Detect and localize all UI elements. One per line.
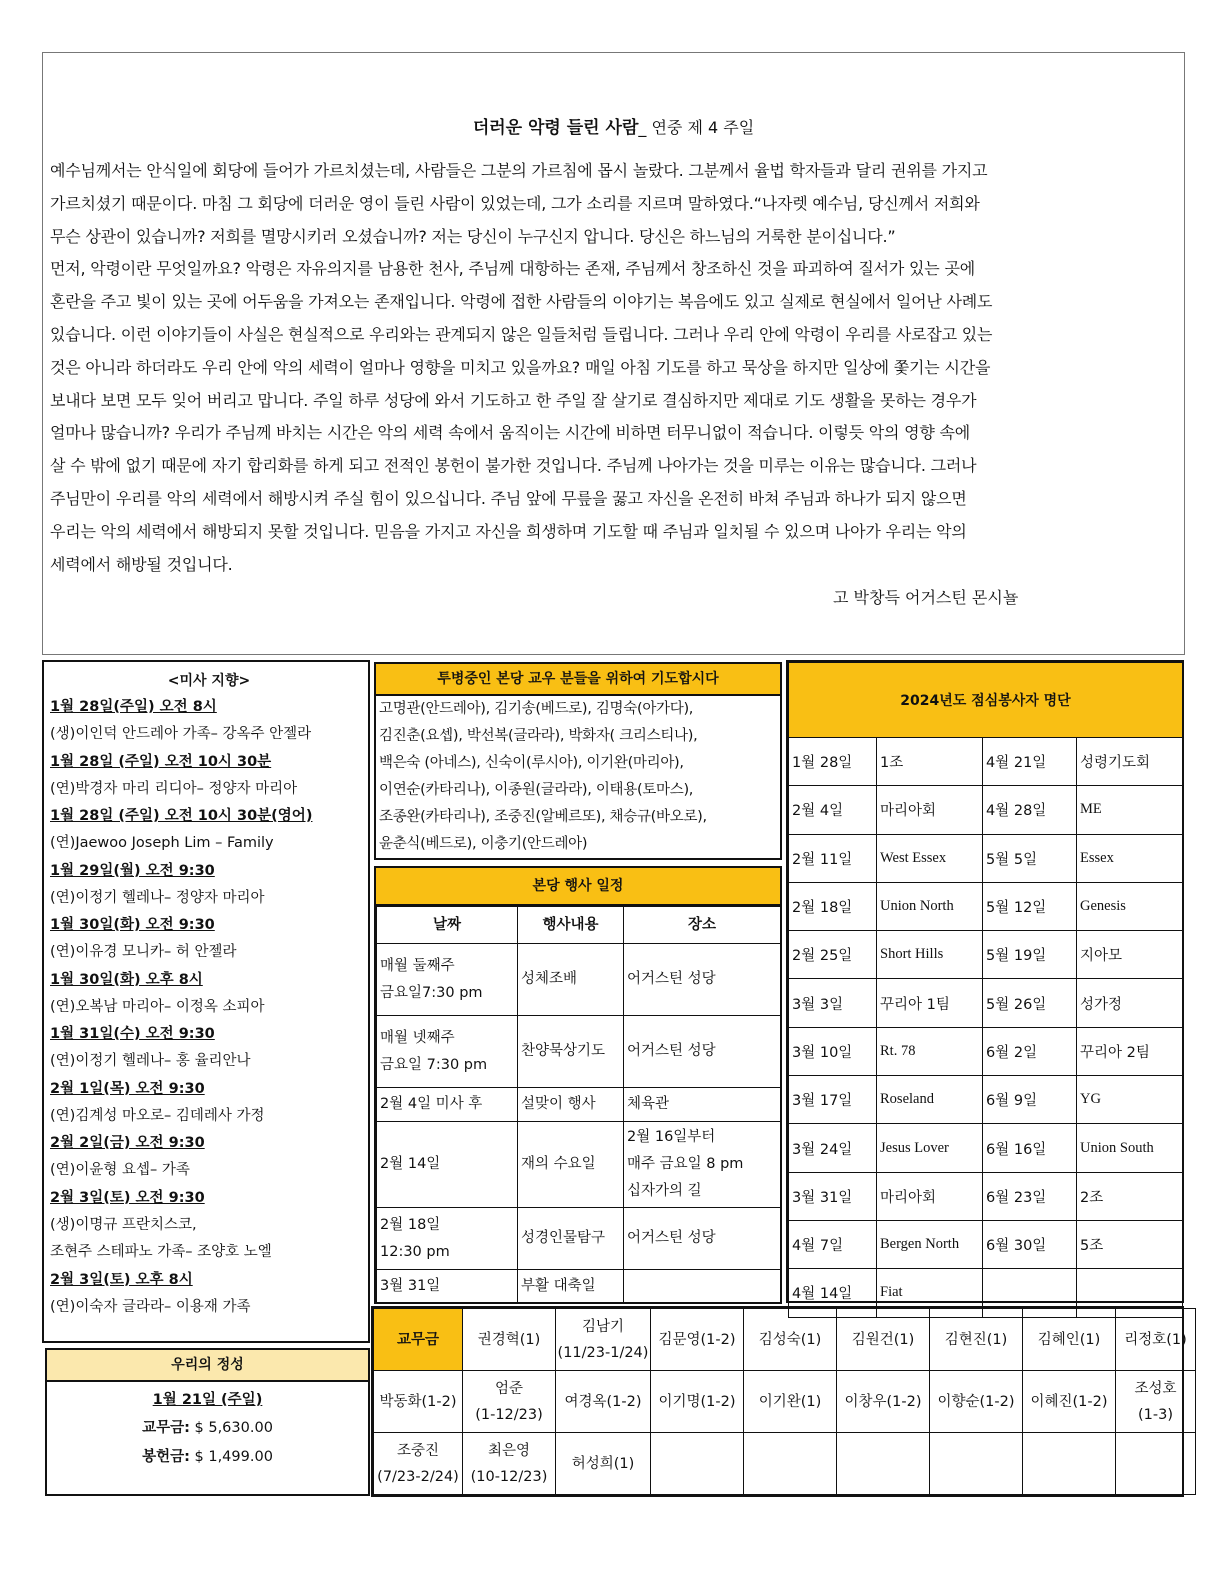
events-row: [377, 1016, 781, 1088]
lunch-date: 6월 23일: [983, 1172, 1077, 1220]
event-place: [624, 1088, 781, 1122]
lunch-group: 5조: [1077, 1220, 1183, 1268]
lunch-date: 4월 14일: [789, 1269, 877, 1317]
mass-item: [50, 912, 368, 967]
tuition-cell: 이기완(1): [744, 1371, 837, 1433]
tuition-cell: [1116, 1371, 1196, 1433]
mass-date: 2월 3일(토) 오전 9:30: [50, 1189, 205, 1206]
prayer-box: [374, 662, 782, 860]
lunch-group: YG: [1077, 1076, 1183, 1124]
mass-intention: (연)Jaewoo Joseph Lim – Family: [50, 835, 274, 851]
cell-line: 어거스틴 성당: [627, 1230, 716, 1246]
cell-line: 2월 14일: [380, 1156, 441, 1172]
lunch-date: 3월 10일: [789, 1027, 877, 1075]
cell-line: 2월 16일부터: [627, 1129, 716, 1145]
mass-item: [50, 1076, 368, 1131]
mass-item: [50, 749, 368, 804]
lunch-group: Fiat: [877, 1269, 983, 1317]
lunch-date: 2월 11일: [789, 834, 877, 882]
tuition-cell-line: 최은영: [487, 1442, 531, 1459]
prayer-name-line: 김진춘(요셉), 박선복(글라라), 박화자( 크리스티나),: [379, 728, 698, 744]
tuition-cell: [837, 1433, 930, 1495]
lunch-group: Roseland: [877, 1076, 983, 1124]
prayer-name-line: 백은숙 (아네스), 신숙이(루시아), 이기완(마리아),: [379, 755, 684, 771]
lunch-group: Bergen North: [877, 1220, 983, 1268]
reflection-title: 더러운 악령 들린 사람: [472, 118, 639, 138]
lunch-row: [789, 931, 1183, 979]
mass-date: 1월 30일(화) 오전 9:30: [50, 917, 215, 933]
tuition-cell: [651, 1433, 744, 1495]
reflection-box: [42, 52, 1185, 655]
tuition-row: [374, 1433, 1196, 1495]
offering-offertory: 봉헌금: $ 1,499.00: [142, 1449, 273, 1465]
tuition-cell: 권경혁(1): [463, 1309, 556, 1371]
lunch-date: 6월 9일: [983, 1076, 1077, 1124]
offering-date: 1월 21일 (주일): [152, 1392, 263, 1408]
tuition-table: [373, 1308, 1196, 1495]
mass-item: [50, 1130, 368, 1185]
mass-date: 1월 28일 (주일) 오전 10시 30분(영어): [50, 808, 313, 824]
reflection-title-line: [43, 113, 1184, 138]
tuition-cell-line: (1-12/23): [475, 1406, 543, 1423]
tuition-cell: 이창우(1-2): [837, 1371, 930, 1433]
tuition-cell: 이향순(1-2): [930, 1371, 1023, 1433]
tuition-cell: 이혜진(1-2): [1023, 1371, 1116, 1433]
lunch-group: West Essex: [877, 834, 983, 882]
events-row: [377, 1122, 781, 1208]
tuition-cell-line: (1-3): [1138, 1406, 1173, 1423]
event-name: 재의 수요일: [518, 1122, 624, 1208]
tuition-label: 교무금: [374, 1309, 463, 1371]
reflection-line: 살 수 밖에 없기 때문에 자기 합리화를 하게 되고 전적인 봉헌이 불가한 것입니다. 주님께 나아가는 것을 미루는 이유는 많습니다. 그러나: [50, 456, 977, 476]
events-col-date: 날짜: [377, 907, 518, 944]
tuition-box: [371, 1306, 1187, 1497]
lunch-group: 마리아회: [877, 1172, 983, 1220]
event-name: 찬양묵상기도: [518, 1016, 624, 1088]
tuition-cell: 박동화(1-2): [374, 1371, 463, 1433]
tuition-cell: 이기명(1-2): [651, 1371, 744, 1433]
lunch-group: Genesis: [1077, 882, 1183, 930]
lunch-group: 마리아회: [877, 786, 983, 834]
lunch-group: ME: [1077, 786, 1183, 834]
lunch-date: 5월 26일: [983, 979, 1077, 1027]
lunch-group: Essex: [1077, 834, 1183, 882]
mass-date: 1월 28일 (주일) 오전 10시 30분: [50, 753, 272, 770]
lunch-row: [789, 834, 1183, 882]
reflection-line: 것은 아니라 하더라도 우리 안에 악의 세력이 얼마나 영향을 미치고 있을까요? 매일 아침 기도를 하고 묵상을 하지만 일상에 쫓기는 시간을: [50, 357, 991, 377]
lunch-date: 6월 16일: [983, 1124, 1077, 1172]
mass-date: 2월 1일(목) 오전 9:30: [50, 1080, 205, 1097]
lunch-date: 4월 21일: [983, 738, 1077, 786]
mass-item: [50, 694, 368, 749]
lunch-row: [789, 1027, 1183, 1075]
tuition-cell-line: 엄준: [494, 1380, 523, 1397]
tuition-cell-line: (11/23-1/24): [557, 1344, 649, 1361]
mass-intention: (연)오복남 마리아– 이정옥 소피아: [50, 998, 265, 1015]
lunch-date: 3월 31일: [789, 1172, 877, 1220]
events-row: [377, 1088, 781, 1122]
lunch-group: 1조: [877, 738, 983, 786]
tuition-cell: 리정호(1): [1116, 1309, 1196, 1371]
reflection-subtitle: _ 연중 제 4 주일: [638, 118, 755, 137]
reflection-line: 먼저, 악령이란 무엇일까요? 악령은 자유의지를 남용한 천사, 주님께 대항하는 존재, 주님께서 창조하신 것을 파괴하여 질서가 있는 곳에: [50, 259, 975, 279]
mass-date: 2월 2일(금) 오전 9:30: [50, 1135, 205, 1151]
tuition-cell: 김성숙(1): [744, 1309, 837, 1371]
lunch-row: [789, 738, 1183, 786]
tuition-row: [374, 1371, 1196, 1433]
lunch-date: 5월 12일: [983, 882, 1077, 930]
lunch-group: 지아모: [1077, 931, 1183, 979]
lunch-heading: 2024년도 점심봉사자 명단: [789, 663, 1183, 738]
prayer-heading: 투병중인 본당 교우 분들을 위하여 기도합시다: [376, 664, 780, 696]
mass-intention: (연)이정기 헬레나– 정양자 마리아: [50, 889, 265, 906]
tuition-cell-line: 조중진: [396, 1442, 440, 1459]
mass-date: 1월 30일(화) 오후 8시: [50, 971, 203, 988]
lunch-date: 3월 24일: [789, 1124, 877, 1172]
cell-line: 체육관: [627, 1096, 670, 1112]
reflection-line: 얼마나 많습니까? 우리가 주님께 바치는 시간은 악의 세력 속에서 움직이는 시간에 비하면 터무니없이 적습니다. 이렇듯 악의 영향 속에: [50, 423, 971, 443]
mass-item: [50, 967, 368, 1022]
mass-item: [50, 1267, 368, 1322]
prayer-list: [376, 696, 780, 858]
reflection-line: 우리는 악의 세력에서 해방되지 못할 것입니다. 믿음을 가지고 자신을 희생하며 기도할 때 주님과 일치될 수 있으며 나아가 우리는 악의: [50, 521, 967, 541]
tuition-cell-line: 김남기: [581, 1318, 625, 1335]
lunch-group: 꾸리아 1팀: [877, 979, 983, 1027]
cell-line: 2월 4일 미사 후: [380, 1096, 483, 1112]
event-date: [377, 1208, 518, 1270]
tuition-cell: [556, 1309, 651, 1371]
event-place: [624, 1270, 781, 1304]
mass-intention: (연)이유경 모니카– 허 안젤라: [50, 944, 237, 960]
lunch-group: Jesus Lover: [877, 1124, 983, 1172]
cell-line: 금요일7:30 pm: [380, 984, 483, 1001]
cell-line: 어거스틴 성당: [627, 1043, 716, 1059]
prayer-name-line: 조종완(카타리나), 조중진(알베르또), 채승규(바오로),: [379, 809, 707, 825]
mass-intention: (생)이명규 프란치스코,: [50, 1216, 197, 1233]
events-row: [377, 1270, 781, 1304]
lunch-group: Union South: [1077, 1124, 1183, 1172]
prayer-name-line: 이연순(카타리나), 이종원(글라라), 이태용(토마스),: [379, 782, 694, 798]
reflection-line: 있습니다. 이런 이야기들이 사실은 현실적으로 우리와는 관계되지 않은 일들처럼 들립니다. 그러나 우리 안에 악령이 우리를 사로잡고 있는: [50, 324, 993, 344]
event-name: 성체조배: [518, 944, 624, 1016]
events-table: [376, 906, 781, 1304]
cell-line: 어거스틴 성당: [627, 971, 716, 987]
lunch-date: 2월 18일: [789, 882, 877, 930]
events-col-event: 행사내용: [518, 907, 624, 944]
mass-intention: (연)이정기 헬레나– 홍 율리안나: [50, 1053, 251, 1069]
tuition-cell-line: (7/23-2/24): [377, 1468, 459, 1485]
lunch-group: 꾸리아 2팀: [1077, 1027, 1183, 1075]
event-place: [624, 1016, 781, 1088]
cell-line: 매월 둘째주: [380, 957, 455, 974]
mass-item: [50, 1021, 368, 1076]
event-name: 부활 대축일: [518, 1270, 624, 1304]
mass-item: [50, 1185, 368, 1267]
events-row: [377, 944, 781, 1016]
lunch-date: 5월 5일: [983, 834, 1077, 882]
reflection-line: 예수님께서는 안식일에 회당에 들어가 가르치셨는데, 사람들은 그분의 가르침에 몹시 놀랐다. 그분께서 율법 학자들과 달리 권위를 가지고: [50, 161, 988, 180]
lunch-date: 4월 7일: [789, 1220, 877, 1268]
event-place: [624, 1122, 781, 1208]
event-date: [377, 944, 518, 1016]
lunch-date: 6월 30일: [983, 1220, 1077, 1268]
lunch-row: [789, 1124, 1183, 1172]
cell-line: 십자가의 길: [627, 1183, 702, 1199]
events-heading: 본당 행사 일정: [376, 868, 780, 906]
reflection-body: [50, 155, 1178, 581]
reflection-line: 보내다 보면 모두 잊어 버리고 맙니다. 주일 하루 성당에 와서 기도하고 한 주일 잘 살기로 결심하지만 제대로 기도 생활을 못하는 경우가: [50, 390, 977, 410]
offering-box: [45, 1348, 370, 1496]
mass-list: [50, 694, 368, 1321]
mass-intention: (생)이인덕 안드레아 가족– 강옥주 안젤라: [50, 726, 312, 742]
tuition-cell: 김문영(1-2): [651, 1309, 744, 1371]
event-name: 성경인물탐구: [518, 1208, 624, 1270]
mass-date: 1월 28일(주일) 오전 8시: [50, 699, 217, 715]
tuition-cell: [463, 1371, 556, 1433]
event-date: [377, 1088, 518, 1122]
lunch-row: [789, 1076, 1183, 1124]
mass-intention: 조현주 스테파노 가족– 조양호 노엘: [50, 1243, 272, 1260]
tuition-cell: [930, 1433, 1023, 1495]
events-header-row: [377, 907, 781, 944]
tuition-cell: 여경옥(1-2): [556, 1371, 651, 1433]
event-date: [377, 1016, 518, 1088]
mass-intention: (연)박경자 마리 리디아– 정양자 마리아: [50, 780, 298, 797]
prayer-name-line: 윤춘식(베드로), 이충기(안드레아): [379, 836, 588, 852]
tuition-cell: [1023, 1433, 1116, 1495]
lunch-date: 1월 28일: [789, 738, 877, 786]
lunch-date: 3월 3일: [789, 979, 877, 1027]
lunch-date: 3월 17일: [789, 1076, 877, 1124]
tuition-cell: [374, 1433, 463, 1495]
cell-line: 금요일 7:30 pm: [380, 1056, 488, 1073]
mass-intention: (연)이숙자 글라라– 이용재 가족: [50, 1298, 251, 1315]
event-date: [377, 1270, 518, 1304]
cell-line: 12:30 pm: [380, 1243, 450, 1260]
lunch-row: [789, 882, 1183, 930]
cell-line: 2월 18일: [380, 1216, 441, 1233]
cell-line: 매월 넷째주: [380, 1029, 455, 1046]
mass-date: 1월 29일(월) 오전 9:30: [50, 862, 215, 879]
lunch-date: 5월 19일: [983, 931, 1077, 979]
tuition-cell: 김혜인(1): [1023, 1309, 1116, 1371]
offering-tuition: 교무금: $ 5,630.00: [142, 1420, 273, 1436]
mass-date: 2월 3일(토) 오후 8시: [50, 1271, 193, 1288]
tuition-row: [374, 1309, 1196, 1371]
event-name: 설맞이 행사: [518, 1088, 624, 1122]
reflection-line: 주님만이 우리를 악의 세력에서 해방시켜 주실 힘이 있으십니다. 주님 앞에 무릎을 꿇고 자신을 온전히 바쳐 주님과 하나가 되지 않으면: [50, 488, 967, 508]
prayer-name-line: 고명관(안드레아), 김기송(베드로), 김명숙(아가다),: [379, 701, 694, 717]
event-place: [624, 1208, 781, 1270]
mass-heading: <미사 지향>: [167, 673, 251, 689]
mass-intention: (연)이윤형 요셉– 가족: [50, 1162, 190, 1178]
cell-line: 매주 금요일 8 pm: [627, 1156, 744, 1172]
reflection-line: 무슨 상관이 있습니까? 저희를 멸망시키러 오셨습니까? 저는 당신이 누구신지 압니다. 당신은 하느님의 거룩한 분이십니다.”: [50, 226, 896, 246]
lunch-group: 성가정: [1077, 979, 1183, 1027]
tuition-cell: [463, 1433, 556, 1495]
reflection-line: 가르치셨기 때문이다. 마침 그 회당에 더러운 영이 들린 사람이 있었는데, 그가 소리를 지르며 말하였다.“나자렛 예수님, 당신께서 저희와: [50, 193, 980, 213]
lunch-row: [789, 786, 1183, 834]
events-col-place: 장소: [624, 907, 781, 944]
events-box: [374, 866, 782, 1304]
lunch-date: 4월 28일: [983, 786, 1077, 834]
mass-intentions: [42, 660, 370, 1343]
tuition-cell-line: 조성호: [1134, 1380, 1177, 1397]
tuition-cell: 허성희(1): [556, 1433, 651, 1495]
mass-item: [50, 858, 368, 913]
lunch-row: [789, 1172, 1183, 1220]
reflection-line: 혼란을 주고 빛이 있는 곳에 어두움을 가져오는 존재입니다. 악령에 접한 사람들의 이야기는 복음에도 있고 실제로 현실에서 일어난 사례도: [50, 292, 993, 312]
cell-line: 3월 31일: [380, 1278, 441, 1294]
lunch-group: Rt. 78: [877, 1027, 983, 1075]
lunch-group: 성령기도회: [1077, 738, 1183, 786]
lunch-table: [788, 662, 1183, 1318]
lunch-group: Union North: [877, 882, 983, 930]
reflection-signature: 고 박창득 어거스틴 몬시뇰: [833, 588, 1019, 607]
events-row: [377, 1208, 781, 1270]
lunch-row: [789, 979, 1183, 1027]
offering-heading: 우리의 정성: [47, 1350, 368, 1382]
lunch-group: Short Hills: [877, 931, 983, 979]
tuition-cell: 김현진(1): [930, 1309, 1023, 1371]
mass-date: 1월 31일(수) 오전 9:30: [50, 1026, 215, 1042]
lunch-group: 2조: [1077, 1172, 1183, 1220]
tuition-cell: 김원건(1): [837, 1309, 930, 1371]
lunch-date: 2월 4일: [789, 786, 877, 834]
lunch-date: 6월 2일: [983, 1027, 1077, 1075]
tuition-cell: [744, 1433, 837, 1495]
event-place: [624, 944, 781, 1016]
lunch-box: [786, 660, 1184, 1303]
lunch-date: 2월 25일: [789, 931, 877, 979]
reflection-line: 세력에서 해방될 것입니다.: [50, 554, 233, 574]
event-date: [377, 1122, 518, 1208]
tuition-cell: [1116, 1433, 1196, 1495]
lunch-row: [789, 1220, 1183, 1268]
mass-intention: (연)김계성 마오로– 김데레사 가정: [50, 1107, 265, 1124]
mass-item: [50, 803, 368, 858]
tuition-cell-line: (10-12/23): [470, 1468, 548, 1485]
